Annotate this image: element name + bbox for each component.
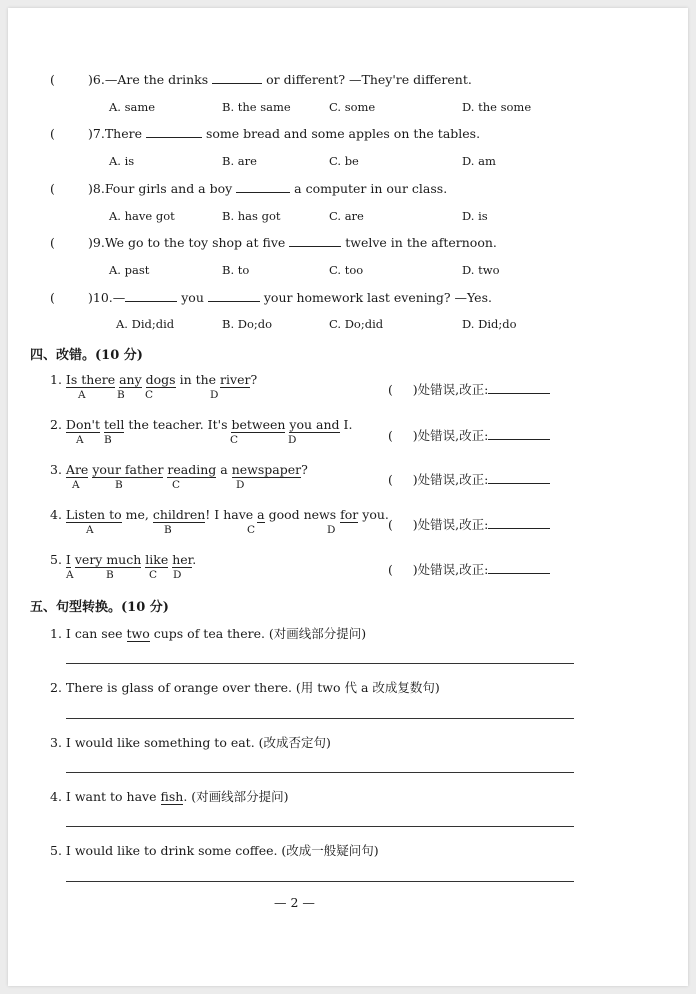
sentence: 3. Are your father reading a newspaper? [50, 462, 308, 477]
question-stem: )9.We go to the toy shop at five twelve in the afternoon. [88, 235, 497, 250]
option-c: C. too [329, 263, 364, 277]
answer-field[interactable]: ( )处错误,改正: [388, 470, 550, 488]
option-letter: B [104, 434, 112, 446]
option-b: B. to [222, 263, 250, 277]
option-d: D. Did;do [462, 317, 517, 331]
option-a: A. have got [109, 209, 175, 223]
answer-line[interactable] [66, 772, 574, 773]
sentence: 5. I very much like her. [50, 552, 197, 567]
fill-blank[interactable] [236, 181, 290, 193]
answer-paren[interactable]: ( [50, 235, 55, 250]
option-a: A. Did;did [116, 317, 175, 331]
fill-blank[interactable] [289, 235, 341, 247]
option-letter: A [72, 479, 80, 491]
option-letter: D [288, 434, 297, 446]
option-letter: B [106, 569, 114, 581]
option-letter: C [172, 479, 181, 491]
option-c: C. are [329, 209, 364, 223]
option-c: C. some [329, 100, 376, 114]
answer-field[interactable]: ( )处错误,改正: [388, 560, 550, 578]
option-letter: A [86, 524, 94, 536]
correction-blank[interactable] [488, 562, 550, 574]
option-letter: C [230, 434, 239, 446]
option-letter: A [66, 569, 74, 581]
option-b: B. are [222, 154, 257, 168]
answer-paren[interactable]: ( [50, 290, 55, 305]
sentence: 3. I would like something to eat. (改成否定句) [50, 735, 331, 750]
answer-line[interactable] [66, 718, 574, 719]
fill-blank[interactable] [212, 72, 262, 84]
section-4-title: 四、改错。(10 分) [30, 348, 143, 363]
answer-field[interactable]: ( )处错误,改正: [388, 515, 550, 533]
option-letter: A [78, 389, 86, 401]
option-b: B. has got [222, 209, 281, 223]
option-a: A. same [109, 100, 156, 114]
option-letter: B [115, 479, 123, 491]
fill-blank[interactable] [146, 126, 202, 138]
sentence: 5. I would like to drink some coffee. (改成一般疑问句) [50, 843, 379, 858]
option-a: A. is [109, 154, 135, 168]
option-d: D. am [462, 154, 496, 168]
answer-field[interactable]: ( )处错误,改正: [388, 426, 550, 444]
answer-line[interactable] [66, 663, 574, 664]
question-stem: )8.Four girls and a boy a computer in our class. [88, 181, 448, 196]
answer-paren[interactable]: ( [50, 72, 55, 87]
sentence: 4. Listen to me, children! I have a good news for you. [50, 507, 389, 522]
worksheet-page [8, 8, 688, 986]
answer-line[interactable] [66, 881, 574, 882]
answer-field[interactable]: ( )处错误,改正: [388, 380, 550, 398]
option-d: D. the some [462, 100, 532, 114]
option-letter: C [149, 569, 158, 581]
correction-blank[interactable] [488, 517, 550, 529]
option-c: C. be [329, 154, 359, 168]
option-letter: C [247, 524, 256, 536]
sentence: 4. I want to have fish. (对画线部分提问) [50, 789, 289, 804]
option-d: D. two [462, 263, 500, 277]
option-letter: D [236, 479, 245, 491]
sentence: 1. Is there any dogs in the river? [50, 372, 258, 387]
correction-blank[interactable] [488, 382, 550, 394]
option-letter: D [210, 389, 219, 401]
option-a: A. past [109, 263, 150, 277]
option-b: B. Do;do [222, 317, 273, 331]
answer-paren[interactable]: ( [50, 126, 55, 141]
answer-line[interactable] [66, 826, 574, 827]
section-5-title: 五、句型转换。(10 分) [30, 600, 169, 615]
correction-blank[interactable] [488, 472, 550, 484]
fill-blank[interactable] [125, 290, 177, 302]
sentence: 1. I can see two cups of tea there. (对画线部分提问) [50, 626, 367, 641]
correction-blank[interactable] [488, 428, 550, 440]
option-letter: B [164, 524, 172, 536]
option-letter: C [145, 389, 154, 401]
option-letter: D [327, 524, 336, 536]
sentence: 2. There is glass of orange over there. (用 two 代 a 改成复数句) [50, 680, 440, 695]
question-stem: )10.— you your homework last evening? —Yes. [88, 290, 492, 305]
sentence: 2. Don't tell the teacher. It's between you and I. [50, 417, 353, 432]
question-stem: )6.—Are the drinks or different? —They're different. [88, 72, 472, 87]
option-b: B. the same [222, 100, 291, 114]
answer-paren[interactable]: ( [50, 181, 55, 196]
option-c: C. Do;did [329, 317, 384, 331]
option-d: D. is [462, 209, 488, 223]
option-letter: D [173, 569, 182, 581]
page-number: — 2 — [274, 895, 315, 910]
question-stem: )7.There some bread and some apples on the tables. [88, 126, 481, 141]
option-letter: A [76, 434, 84, 446]
fill-blank[interactable] [208, 290, 260, 302]
option-letter: B [117, 389, 125, 401]
